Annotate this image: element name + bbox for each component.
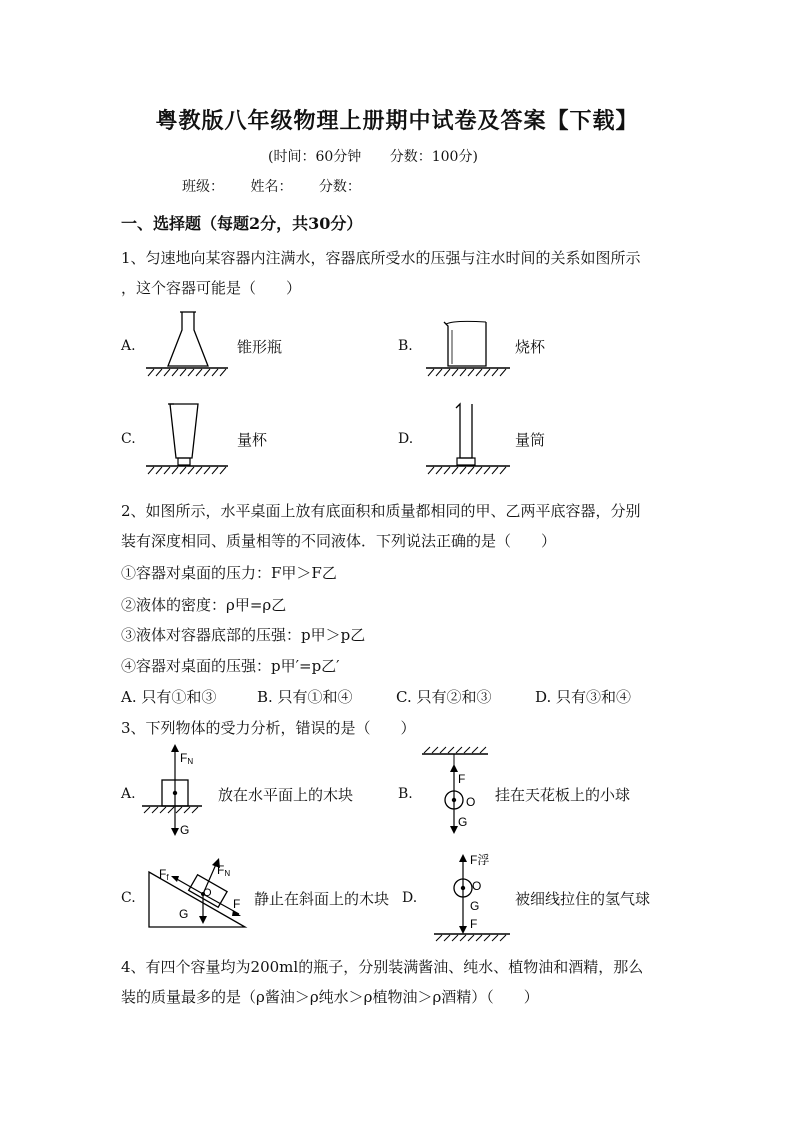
q1-option-b-letter: B. xyxy=(398,338,413,354)
center-label: O xyxy=(472,879,482,893)
center-label: O xyxy=(203,887,212,899)
q3-line1: 3、下列物体的受力分析，错误的是（ ） xyxy=(121,719,416,737)
q3-option-b-letter: B. xyxy=(398,786,413,802)
q1-option-c-letter: C. xyxy=(121,431,136,447)
hanging-ball-figure xyxy=(418,746,518,836)
conical-flask-figure xyxy=(140,308,230,380)
q1-option-b-label: 烧杯 xyxy=(515,338,546,356)
q2-choice-a: A. 只有①和③ xyxy=(121,688,217,706)
q2-statement-1: ①容器对桌面的压力：F甲＞F乙 xyxy=(121,564,337,582)
q3-option-a-label: 放在水平面上的木块 xyxy=(218,786,354,804)
q2-choice-d: D. 只有③和④ xyxy=(535,688,632,706)
page-title: 粤教版八年级物理上册期中试卷及答案【下载】 xyxy=(155,108,639,134)
name-label: 姓名： xyxy=(250,179,293,195)
q2-choice-b: B. 只有①和④ xyxy=(257,688,353,706)
q1-option-d-label: 量筒 xyxy=(515,431,546,449)
beaker-figure xyxy=(424,316,514,380)
buoyancy-label: F浮 xyxy=(470,853,490,867)
q1-option-c-label: 量杯 xyxy=(237,431,268,449)
gravity-label: G xyxy=(458,815,468,829)
gravity-label: G xyxy=(470,899,480,913)
q3-option-d-label: 被细线拉住的氢气球 xyxy=(515,890,651,908)
block-on-surface-figure xyxy=(140,742,220,842)
gravity-label: G xyxy=(180,823,190,837)
tension-label: F xyxy=(470,917,478,931)
block-on-incline-figure xyxy=(145,852,255,932)
q2-line1: 2、如图所示，水平桌面上放有底面积和质量都相同的甲、乙两平底容器，分别 xyxy=(121,502,641,520)
class-label: 班级： xyxy=(182,179,224,195)
friction-label: Ff xyxy=(159,867,169,882)
q2-statement-3: ③液体对容器底部的压强：p甲＞p乙 xyxy=(121,626,366,644)
center-label: O xyxy=(466,795,476,809)
q2-line2: 装有深度相同、质量相等的不同液体．下列说法正确的是（ ） xyxy=(121,532,557,550)
q3-option-b-label: 挂在天花板上的小球 xyxy=(495,786,631,804)
exam-score: 分数：100分) xyxy=(389,149,478,165)
normal-force-label: FN xyxy=(217,863,231,878)
force-label: F xyxy=(233,897,241,911)
q3-option-d-letter: D. xyxy=(402,890,418,906)
q4-line2: 装的质量最多的是（ρ酱油＞ρ纯水＞ρ植物油＞ρ酒精）（ ） xyxy=(121,988,539,1006)
q2-choice-c: C. 只有②和③ xyxy=(396,688,492,706)
tension-label: F xyxy=(458,772,466,786)
exam-time: (时间：60分钟 xyxy=(268,149,362,165)
q2-statement-2: ②液体的密度：ρ甲=ρ乙 xyxy=(121,596,287,614)
q1-line2: ，这个容器可能是（ ） xyxy=(121,279,302,297)
q3-option-c-letter: C. xyxy=(121,890,136,906)
q3-option-a-letter: A. xyxy=(121,786,136,802)
section-title: 一、选择题（每题2分，共30分） xyxy=(121,214,363,233)
q2-statement-4: ④容器对桌面的压强：p甲′=p乙′ xyxy=(121,657,340,675)
score-label: 分数： xyxy=(318,179,361,195)
measuring-cup-figure xyxy=(140,400,230,475)
q1-option-a-label: 锥形瓶 xyxy=(237,338,283,356)
q1-option-d-letter: D. xyxy=(398,431,414,447)
q4-line1: 4、有四个容量均为200ml的瓶子，分别装满酱油、纯水、植物油和酒精，那么 xyxy=(121,958,644,976)
student-info xyxy=(182,176,383,196)
graduated-cylinder-figure xyxy=(424,400,514,475)
q1-line1: 1、匀速地向某容器内注满水，容器底所受水的压强与注水时间的关系如图所示 xyxy=(121,249,641,267)
exam-meta xyxy=(268,146,478,166)
q3-option-c-label: 静止在斜面上的木块 xyxy=(254,890,390,908)
normal-force-label: FN xyxy=(180,751,194,766)
q1-option-a-letter: A. xyxy=(121,338,136,354)
hydrogen-balloon-figure xyxy=(430,850,520,942)
gravity-label: G xyxy=(179,907,189,921)
